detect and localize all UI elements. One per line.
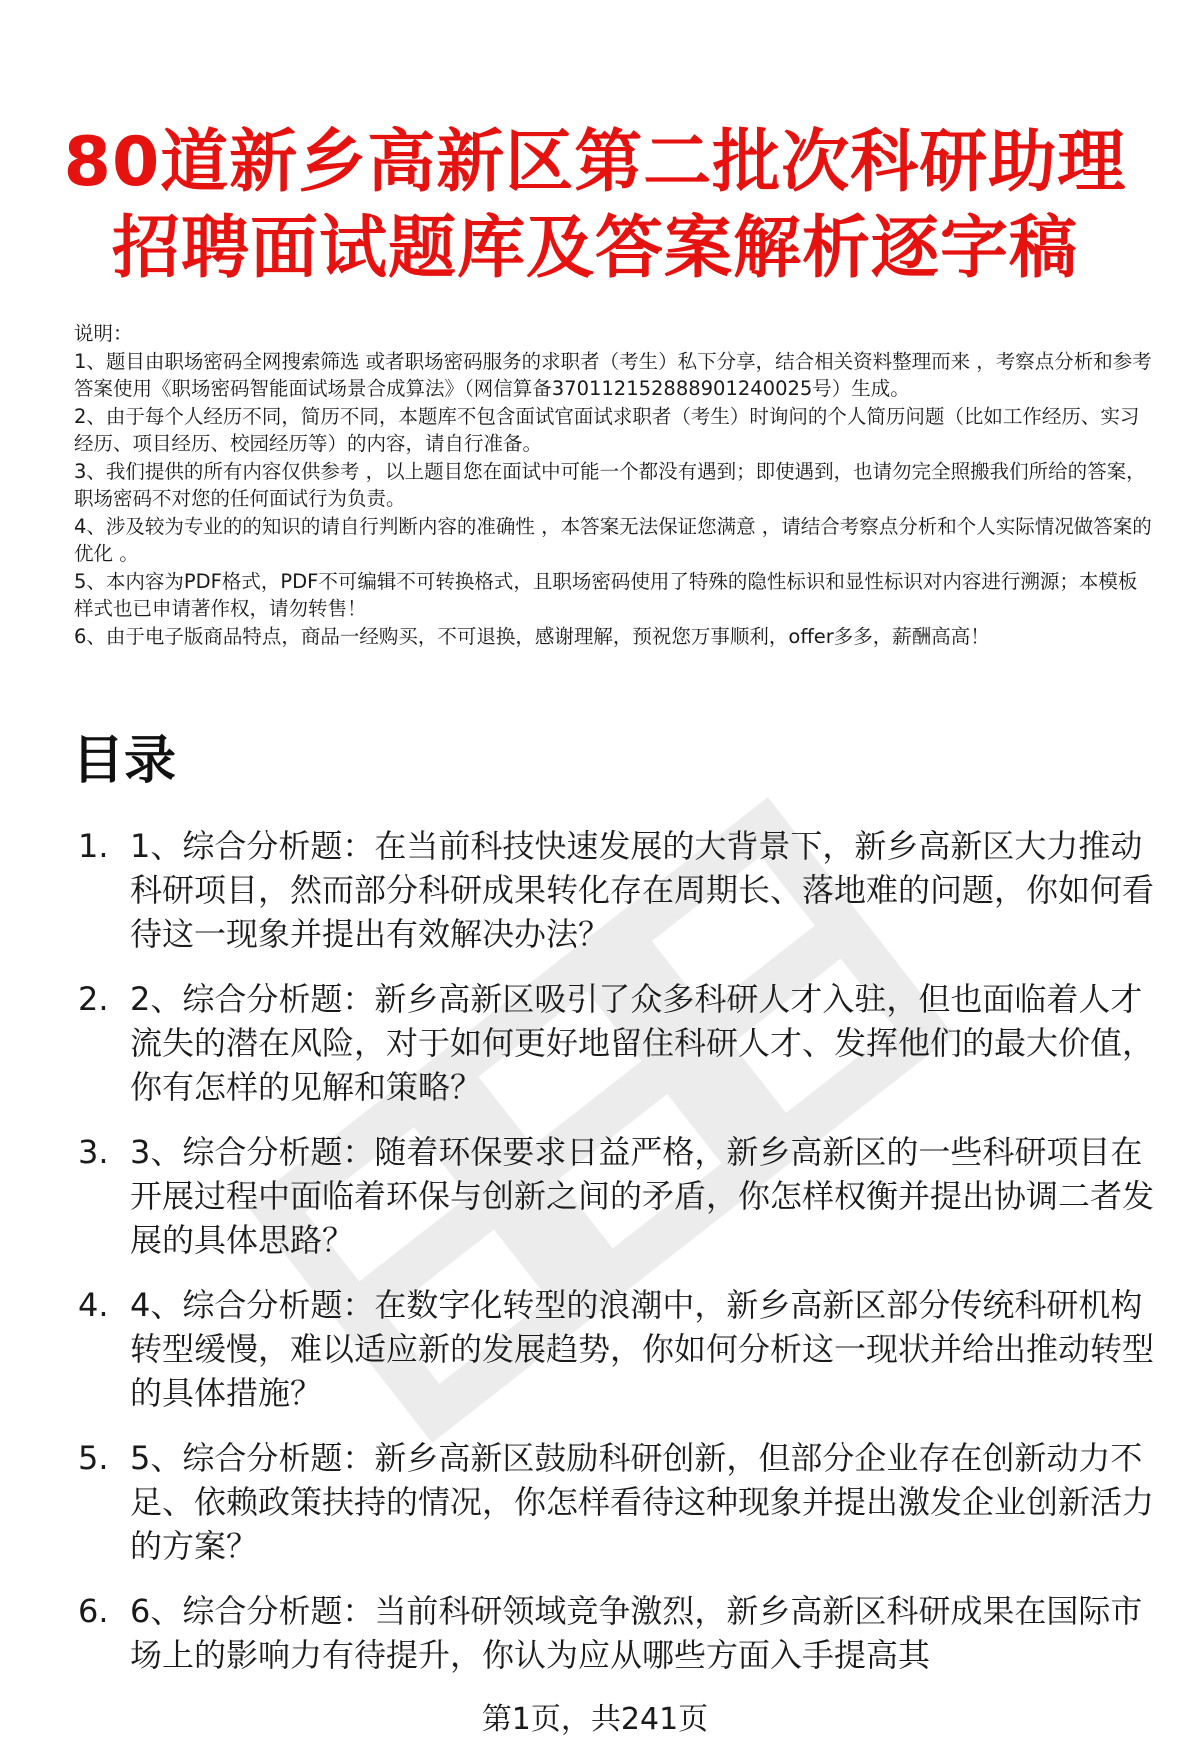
toc-item-number: 3.: [78, 1133, 109, 1171]
instruction-item: 4、涉及较为专业的的知识的请自行判断内容的准确性 ，本答案无法保证您满意 ，请结合考察点分析和个人实际情况做答案的优化 。: [74, 514, 1152, 565]
toc-item[interactable]: [78, 1589, 1168, 1677]
toc-item-number: 4.: [78, 1286, 109, 1324]
instruction-item: 6、由于电子版商品特点，商品一经购买，不可退换，感谢理解，预祝您万事顺利，offer多多，薪酬高高！: [74, 624, 990, 648]
title-line-2: 招聘面试题库及答案解析逐字稿: [111, 209, 1078, 288]
title-line-1: 80道新乡高新区第二批次科研助理: [63, 123, 1127, 202]
toc-item-number: 5.: [78, 1439, 109, 1477]
toc-item-text[interactable]: 4、综合分析题：在数字化转型的浪潮中，新乡高新区部分传统科研机构转型缓慢，难以适应新的发展趋势，你如何分析这一现状并给出推动转型的具体措施？: [130, 1286, 1155, 1412]
toc-item[interactable]: [78, 977, 1168, 1109]
toc-item-number: 2.: [78, 980, 109, 1018]
toc-item[interactable]: [78, 1283, 1168, 1415]
toc-item-text[interactable]: 1、综合分析题：在当前科技快速发展的大背景下，新乡高新区大力推动科研项目，然而部分科研成果转化存在周期长、落地难的问题，你如何看待这一现象并提出有效解决办法？: [130, 827, 1155, 953]
toc-item-number: 6.: [78, 1592, 109, 1630]
toc-heading: 目录: [72, 731, 177, 791]
toc-item-text[interactable]: 6、综合分析题：当前科研领域竞争激烈，新乡高新区科研成果在国际市场上的影响力有待提升，你认为应从哪些方面入手提高其: [130, 1592, 1143, 1674]
instruction-item: 1、题目由职场密码全网搜索筛选 或者职场密码服务的求职者（考生）私下分享，结合相关资料整理而来 ，考察点分析和参考答案使用《职场密码智能面试场景合成算法》（网信算备370112152888901240025号）生成。: [74, 349, 1152, 400]
toc-item-number: 1.: [78, 827, 109, 865]
instruction-item: 3、我们提供的所有内容仅供参考 ，以上题目您在面试中可能一个都没有遇到；即使遇到，也请勿完全照搬我们所给的答案，职场密码不对您的任何面试行为负责。: [74, 459, 1146, 510]
toc-item[interactable]: [78, 1130, 1168, 1262]
instruction-item: 5、本内容为PDF格式，PDF不可编辑不可转换格式，且职场密码使用了特殊的隐性标识和显性标识对内容进行溯源；本模板样式也已申请著作权，请勿转售！: [74, 569, 1138, 620]
toc-item[interactable]: [78, 1436, 1168, 1568]
document-title: [60, 120, 1130, 292]
toc-item-text[interactable]: 5、综合分析题：新乡高新区鼓励科研创新，但部分企业存在创新动力不足、依赖政策扶持的情况，你怎样看待这种现象并提出激发企业创新活力的方案？: [130, 1439, 1155, 1565]
instruction-item: 2、由于每个人经历不同，简历不同，本题库不包含面试官面试求职者（考生）时询问的个人简历问题（比如工作经历、实习经历、项目经历、校园经历等）的内容，请自行准备。: [74, 404, 1140, 455]
page-number: 第1页，共241页: [481, 1702, 709, 1737]
instructions-section: [74, 320, 1154, 650]
table-of-contents: [78, 824, 1168, 1698]
instructions-heading: 说明：: [74, 322, 133, 345]
toc-item-text[interactable]: 2、综合分析题：新乡高新区吸引了众多科研人才入驻，但也面临着人才流失的潜在风险，对于如何更好地留住科研人才、发挥他们的最大价值，你有怎样的见解和策略？: [130, 980, 1155, 1106]
toc-item-text[interactable]: 3、综合分析题：随着环保要求日益严格，新乡高新区的一些科研项目在开展过程中面临着环保与创新之间的矛盾，你怎样权衡并提出协调二者发展的具体思路？: [130, 1133, 1155, 1259]
toc-item[interactable]: [78, 824, 1168, 956]
